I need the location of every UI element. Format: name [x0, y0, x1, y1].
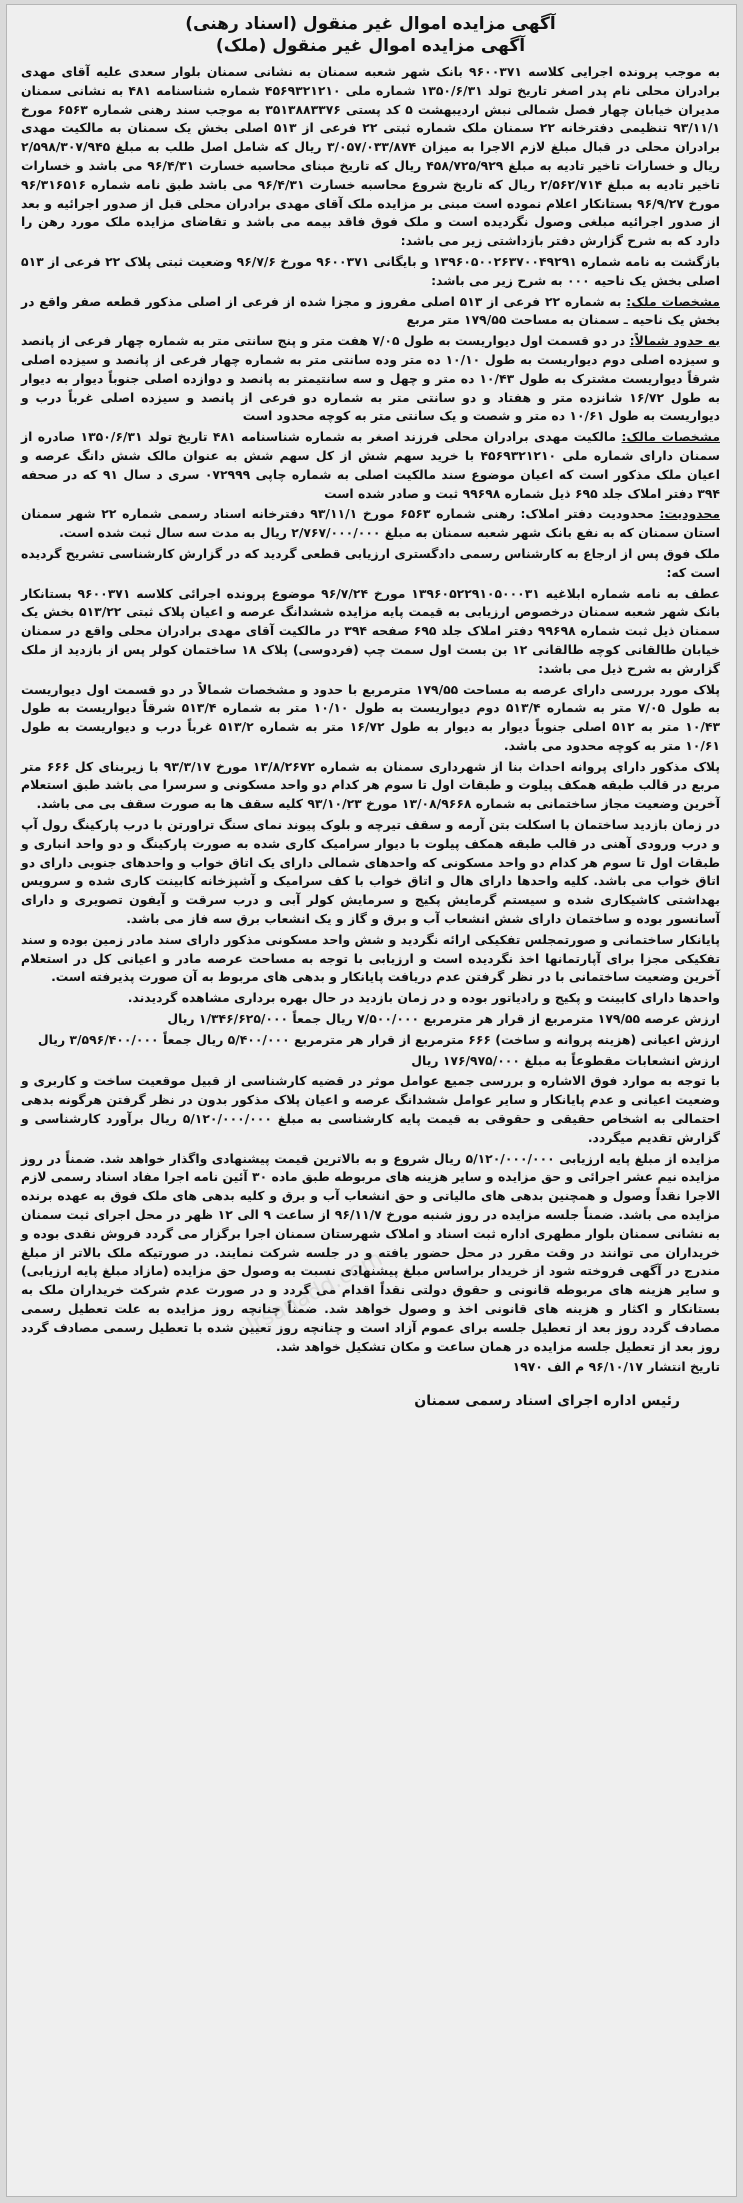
- notice-body: [21, 63, 720, 1377]
- restriction-text: محدودیت دفتر املاک: رهنی شماره ۶۵۶۳ مورخ ۹۳/۱۱/۱ دفترخانه اسناد رسمی شماره ۲۲ شهر سمنان استان سمنان که به نفع بانک شهر شعبه سمنان به مبلغ ۲/۷۶۷/۰۰۰/۰۰۰ ریال به مدت سه سال ثبت شده است.: [21, 506, 720, 541]
- signature-line: رئیس اداره اجرای اسناد رسمی سمنان: [414, 1393, 680, 1410]
- notice-title-secondary: آگهی مزایده اموال غیر منقول (ملک): [215, 36, 526, 56]
- valuation-conclusion-paragraph: با توجه به موارد فوق الاشاره و بررسی جمیع عوامل موثر در قضیه کارشناسی از قبیل موقعیت ساخت و کاربری و وضعیت اعیانی و عدم پایانکار و سایر عوامل ششدانگ عرصه و اعیان پلاک مذکور بدون در نظر گرفتن هرگونه بدهی احتمالی به اشخاص حقیقی و حقوقی به قیمت پایه کارشناسی به مبلغ ۵/۱۲۰/۰۰۰/۰۰۰ ریال برآورد کارشناسی و گزارش تقدیم میگردد.: [21, 1073, 720, 1145]
- auction-notice-clipping: [6, 4, 737, 2197]
- property-specs-text: به شماره ۲۲ فرعی از ۵۱۳ اصلی مفروز و مجزا شده از فرعی از اصلی مذکور قطعه صفر واقع در بخش یک ناحیه ـ سمنان به مساحت ۱۷۹/۵۵ متر مربع: [21, 293, 720, 328]
- appraisal-intro-paragraph: ملک فوق پس از ارجاع به کارشناس رسمی دادگستری ارزیابی قطعی گردید که در گزارش کارشناسی تشریح گردیده است که:: [21, 545, 720, 580]
- publish-date: تاریخ انتشار ۹۶/۱۰/۱۷ م الف ۱۹۷۰: [512, 1359, 720, 1375]
- appraisal-reference-paragraph: عطف به نامه شماره ابلاغیه ۱۳۹۶۰۵۲۲۹۱۰۵۰۰۰۳۱ مورخ ۹۶/۷/۲۴ موضوع پرونده اجرائی کلاسه ۹۶۰۰۳۷۱ بستانکار بانک شهر شعبه سمنان درخصوص ارزیابی به قیمت پایه مزایده ششدانگ عرصه و اعیان پلاک ثبتی ۵۱۳/۲۲ بخش یک سمنان ذیل ثبت شماره ۹۹۶۹۸ دفتر املاک جلد ۶۹۵ صفحه ۳۹۴ در مالکیت آقای مهدی برادران محلی واقع در سمنان خیابان طالقانی کوچه طالقانی ۱۲ بن بست اول سمت چپ (فردوسی) پلاک ۱۸ ساختمان کولر پس از بازدید از ملک گزارش به شرح ذیل می باشد:: [21, 585, 721, 676]
- plot-boundaries-paragraph: پلاک مورد بررسی دارای عرصه به مساحت ۱۷۹/۵۵ مترمربع با حدود و مشخصات شمالاً در دو قسمت اول دیواریست به طول ۷/۰۵ متر به شماره ۵۱۳/۴ دوم دیواریست به طول ۱۰/۱۰ متر به شماره ۵۱۳/۴ شرقاً دیواریست به طول ۱۰/۴۳ متر به ۵۱۲ اصلی جنوباً دیوار به دیوار به طول ۱۶/۷۲ متر به شماره ۵۱۳/۲ غرباً درب و دیواریست به طول ۱۰/۶۱ متر به کوچه محدود می باشد.: [21, 681, 721, 753]
- restriction-heading: محدودیت:: [659, 506, 720, 522]
- notice-title-primary: آگهی مزایده اموال غیر منقول (اسناد رهنی): [185, 14, 556, 34]
- restriction-section: [21, 505, 720, 543]
- owner-section: [21, 428, 720, 503]
- registry-report-paragraph: بازگشت به نامه شماره ۱۳۹۶۰۵۰۰۲۶۳۷۰۰۴۹۲۹۱ و بایگانی ۹۶۰۰۳۷۱ مورخ ۹۶/۷/۶ وضعیت ثبتی پلاک ۲۲ فرعی از ۵۱۳ اصلی بخش یک ناحیه ۰۰۰ به شرح زیر می باشد:: [21, 253, 720, 288]
- intro-paragraph: به موجب پرونده اجرایی کلاسه ۹۶۰۰۳۷۱ بانک شهر شعبه سمنان به نشانی سمنان بلوار سعدی علیه آقای مهدی برادران محلی نام پدر اصغر تاریخ تولد ۱۳۵۰/۶/۳۱ شماره ملی ۴۵۶۹۳۲۱۲۱۰ شماره شناسنامه ۴۸۱ به نشانی سمنان مدیران خیابان چهار فصل شمالی نبش اردیبهشت ۵ کد پستی ۳۵۱۳۸۸۳۳۷۶ به موجب سند رهنی شماره ۶۵۶۳ مورخ ۹۳/۱۱/۱ تنظیمی دفترخانه ۲۲ سمنان ملک شماره ثبتی ۲۲ فرعی از ۵۱۳ اصلی بخش یک سمنان به مالکیت مهدی برادران محلی در قبال مبلغ لازم الاجرا به میزان ۳/۰۵۷/۰۳۳/۸۷۴ ریال که شامل اصل طلب به مبلغ ۲/۵۹۸/۳۰۷/۹۴۵ ریال و خسارات تاخیر تادیه به مبلغ ۴۵۸/۷۲۵/۹۲۹ ریال که تاریخ مبنای محاسبه خسارت ۹۶/۴/۳۱ می باشد و خسارات تاخیر تادیه به مبلغ ۲/۵۶۲/۷۱۴ ریال که تاریخ شروع محاسبه خسارت ۹۶/۴/۳۱ می باشد طبق نامه شماره ۹۶/۳۱۶۵۱۶ مورخ ۹۶/۹/۲۷ بستانکار اعلام نموده است مبنی بر مزایده ملک آقای مهدی برادران محلی قبل از صدور اجرائیه و بعد از صدور اجرائیه مبلغی وصول نگردیده است و ملک فوق فاقد بیمه می باشد و تقاضای مزایده ملک مورد رهن را دارد که به شرح گزارش دفتر بازداشتی زیر می باشد:: [21, 64, 720, 249]
- boundaries-text: در دو قسمت اول دیواریست به طول ۷/۰۵ هفت متر و پنج سانتی متر به شماره چهار فرعی از پانصد و سیزده اصلی دوم دیواریست به طول ۱۰/۱۰ ده متر وده سانتی متر به شماره چهار فرعی از پانصد و سیزده اصلی شرقاً دیواریست مشترک به طول ۱۰/۴۳ ده متر و چهل و سه سانتیمتر به پانصد و دوازده اصلی جنوباً دیوار به دیوار به طول ۱۶/۷۲ شانزده متر و هفتاد و دو سانتی متر به شماره دو فرعی از پانصد و سیزده اصلی غرباً درب و دیواریست به طول ۱۰/۶۱ ده متر و شصت و یک سانتی متر به کوچه محدود است: [21, 333, 720, 424]
- property-specs-heading: مشخصات ملک:: [626, 293, 720, 309]
- building-permit-paragraph: پلاک مذکور دارای پروانه احداث بنا از شهرداری سمنان به شماره ۱۳/۸/۲۶۷۲ مورخ ۹۳/۳/۱۷ با زیربنای کل ۶۶۶ متر مربع در قالب طبقه همکف پیلوت و طبقات اول تا سوم هر کدام دو واحد مسکونی و سرسرا می باشد طبق استعلام آخرین وضعیت مجاز ساختمانی به شماره ۱۳/۰۸/۹۶۶۸ مورخ ۹۳/۱۰/۲۳ کلیه سقف ها به صورت سقف بی می باشد.: [21, 758, 720, 812]
- completion-certificate-paragraph: پایانکار ساختمانی و صورتمجلس تفکیکی ارائه نگردید و شش واحد مسکونی مذکور دارای سند مادر زمین بوده و سند تفکیکی مجزا برای آپارتمانها اخذ نگردیده است و ارزیابی با توجه به مساحت عرصه مادر و اعیانی کل در استعلام آخرین وضعیت ساختمانی با در نظر گرفتن عدم دریافت پایانکار و بدهی های مربوط به آن صورت پذیرفته است.: [21, 931, 720, 985]
- boundaries-heading: به حدود شمالاً:: [629, 333, 720, 349]
- boundaries-section: [21, 332, 720, 426]
- property-specs-section: [21, 293, 720, 331]
- auction-terms-paragraph: مزایده از مبلغ پایه ارزیابی ۵/۱۲۰/۰۰۰/۰۰۰ ریال شروع و به بالاترین قیمت پیشنهادی واگذار خواهد شد. ضمناً در روز مزایده نیم عشر اجرائی و حق مزایده و سایر هزینه های مربوطه طبق ماده ۳۰ آئین نامه اجرا مفاد اسناد رسمی لازم الاجرا نقداً وصول و همچنین بدهی های مالیاتی و حق انشعاب آب و برق و کلیه بدهی های ملک فوق به عهده برنده مزایده می باشد. ضمناً جلسه مزایده در روز شنبه مورخ ۹۶/۱۱/۷ از ساعت ۹ الی ۱۲ ظهر در محل اجرای ثبت سمنان به نشانی سمنان بلوار مطهری اداره ثبت اسناد و املاک شهرستان سمنان اجرا برگزار می گردد فروش نقدی بوده و خریداران می توانند در وقت مقرر در محل حضور یافته و در جلسه شرکت نمایند. در صورتیکه ملک بالاتر از مبلغ مندرج در آگهی فروخته شود از خریدار براساس مبلغ پیشنهادی نسبت به وصول حق مزایده (مازاد مبلغ پایه ارزیابی) و سایر هزینه های مربوطه قانونی و حقوق دولتی نقداً اقدام می گردد و در صورت عدم شرکت خریداران ملک به بستانکار و اکثار و هزینه های قانونی اخذ و وصول خواهد شد. ضمناً چنانچه روز مزایده به علت تعطیل رسمی مصادف گردد روز بعد از تعطیل جلسه برای عموم آزاد است و چنانچه روز تعیین شده با تعطیل رسمی مصادف گردد روز بعد از تعطیل جلسه مزایده در همان ساعت و مکان تشکیل خواهد شد.: [21, 1150, 720, 1354]
- units-usage-paragraph: واحدها دارای کابینت و پکیج و رادیاتور بوده و در زمان بازدید در حال بهره برداری مشاهده گردیدند.: [127, 990, 720, 1006]
- owner-text: مالکیت مهدی برادران محلی فرزند اصغر به شماره شناسنامه ۴۸۱ تاریخ تولد ۱۳۵۰/۶/۳۱ صادره از سمنان دارای شماره ملی ۴۵۶۹۳۲۱۲۱۰ با خرید سهم شش از کل سهم شش به عنوان مالک شش دانگ عرصه و اعیان ملک مذکور است که اعیان موضوع سند مالکیت اصلی به شماره چاپی ۰۷۲۹۹۹ سری د سال ۹۱ که در صحفه ۳۹۴ دفتر املاک جلد ۶۹۵ ذیل شماره ۹۹۶۹۸ ثبت و صادر شده است: [21, 429, 720, 501]
- land-value-paragraph: ارزش عرصه ۱۷۹/۵۵ مترمربع از قرار هر مترمربع ۷/۵۰۰/۰۰۰ ریال جمعاً ۱/۳۴۶/۶۲۵/۰۰۰ ریال: [167, 1011, 720, 1027]
- owner-heading: مشخصات مالک:: [621, 429, 720, 445]
- utilities-value-paragraph: ارزش انشعابات مقطوعاً به مبلغ ۱۷۶/۹۷۵/۰۰۰ ریال: [411, 1052, 720, 1068]
- building-value-paragraph: ارزش اعیانی (هزینه پروانه و ساخت) ۶۶۶ مترمربع از قرار هر مترمربع ۵/۴۰۰/۰۰۰ ریال جمعاً ۳/۵۹۶/۴۰۰/۰۰۰ ریال: [37, 1031, 720, 1047]
- building-description-paragraph: در زمان بازدید ساختمان با اسکلت بتن آرمه و سقف تیرچه و بلوک پیوند نمای سنگ تراورتن با درب پارکینگ رول آپ و درب ورودی آهنی در قالب طبقه همکف پیلوت با دیوار سرامیک کاری شده به صورت پارکینگ و دو واحد انباری و طبقات اول تا سوم هر کدام دو واحد مسکونی که واحدهای شمالی دارای یک اتاق خواب و واحدهای جنوبی دارای دو اتاق خواب می باشد. کلیه واحدها دارای هال و اتاق خواب با کف سرامیک و آشپزخانه کابینت کاری شده و سرویس بهداشتی کاشیکاری شده و سیستم گرمایش پکیج و سرمایش کولر آبی و درب سرقت و آیفون تصویری و دارای آسانسور بوده و ساختمان دارای شش انشعاب آب و برق و گاز و یک انشعاب برق سه فاز می باشد.: [21, 817, 720, 927]
